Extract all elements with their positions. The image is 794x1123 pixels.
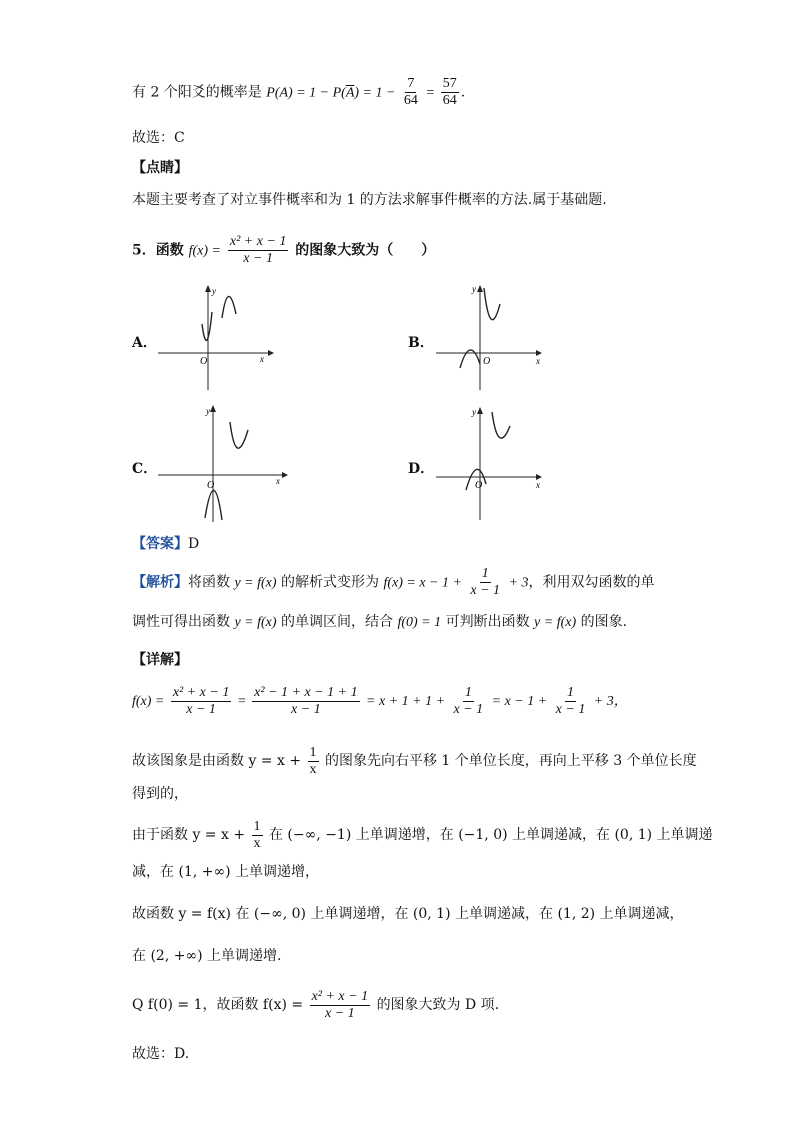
p2-fraction: $\frac{1}{x}$ bbox=[253, 818, 261, 851]
dianjing-text: 本题主要考查了对立事件概率和为 1 的方法求解事件概率的方法.属于基础题. bbox=[132, 192, 607, 208]
y-arrow bbox=[205, 285, 211, 292]
question-f: f(x) = bbox=[188, 243, 221, 259]
answer-value: D bbox=[188, 536, 200, 552]
final-answer: 故选：D. bbox=[132, 1046, 190, 1062]
answer-header: 【答案】 bbox=[132, 536, 188, 552]
option-c-label[interactable]: C． bbox=[132, 461, 158, 477]
question-fraction: $\frac{\text{x² + x − 1}}{x - 1}$ bbox=[229, 234, 287, 266]
axis-y-label: y bbox=[206, 406, 210, 416]
jiexi-fraction: $\frac{1}{x - 1}$ bbox=[470, 566, 501, 598]
xiangjie-p3-cont: 在 (2, +∞) 上单调递增. bbox=[132, 948, 282, 964]
derivation-frac-4: $\frac{1}{x - 1}$ bbox=[555, 684, 586, 717]
curve-right bbox=[484, 288, 500, 320]
probability-formula-mid: ) = 1 − bbox=[354, 85, 396, 101]
origin-label: O bbox=[207, 480, 215, 491]
y-arrow bbox=[477, 407, 483, 414]
option-b-graph[interactable] bbox=[428, 282, 548, 392]
axis-x-label: x bbox=[276, 476, 280, 486]
option-a-graph[interactable] bbox=[150, 282, 280, 392]
axis-x-label: x bbox=[260, 354, 264, 364]
x-arrow bbox=[282, 472, 288, 478]
curve-right bbox=[492, 412, 510, 438]
axis-y-label: y bbox=[472, 284, 476, 294]
probability-prefix: 有 2 个阳爻的概率是 bbox=[132, 84, 262, 101]
p1-fraction: $\frac{1}{x}$ bbox=[309, 744, 317, 777]
curve-right bbox=[230, 422, 248, 448]
probability-formula-left: P(A) = 1 − P( bbox=[266, 85, 346, 101]
option-d-label[interactable]: D． bbox=[408, 461, 435, 477]
xiangjie-p1: 故该图象是由函数 y = x + $\frac{1}{x}$ 的图象先向右平移 1 个单位长度，再向上平移 3 个单位长度 bbox=[132, 744, 697, 777]
question-tail: 的图象大致为（ ） bbox=[295, 242, 436, 259]
dianjing-header: 【点睛】 bbox=[132, 160, 188, 176]
derivation-frac-2: $\frac{\text{x² − 1 + x − 1 + 1}}{x - 1}$ bbox=[254, 684, 358, 717]
axis-x-label: x bbox=[536, 356, 540, 366]
jiexi-line-1: 【解析】将函数 y = f(x) 的解析式变形为 f(x) = x − 1 + $\frac{1}{x - 1}$ + 3，利用双勾函数的单 bbox=[132, 566, 655, 598]
fraction-7-64: $\frac{7}{64}$ bbox=[403, 76, 418, 108]
xiangjie-p2-cont: 减，在 (1, +∞) 上单调递增， bbox=[132, 864, 320, 880]
jiexi-header: 【解析】 bbox=[132, 574, 188, 591]
option-a-label[interactable]: A． bbox=[132, 335, 157, 351]
y-arrow bbox=[477, 285, 483, 292]
derivation-frac-1: $\frac{\text{x² + x − 1}}{x - 1}$ bbox=[172, 684, 230, 717]
previous-answer: 故选：C bbox=[132, 130, 185, 146]
option-d-graph[interactable] bbox=[428, 400, 552, 524]
answer-line bbox=[132, 534, 199, 554]
x-arrow bbox=[268, 350, 274, 356]
origin-label: O bbox=[200, 356, 208, 367]
origin-label: O bbox=[475, 480, 483, 491]
question-5 bbox=[132, 234, 435, 268]
xiangjie-p3: 故函数 y = f(x) 在 (−∞, 0) 上单调递增，在 (0, 1) 上单调递减，在 (1, 2) 上单调递减， bbox=[132, 906, 684, 922]
option-c-graph[interactable] bbox=[150, 400, 290, 524]
xiangjie-p1-cont: 得到的， bbox=[132, 786, 188, 802]
complement-a: $\overline{A}$ bbox=[345, 85, 355, 101]
axis-x-label: x bbox=[536, 480, 540, 490]
axis-y-label: y bbox=[472, 407, 476, 417]
probability-line: 有 2 个阳爻的概率是 $P(A) = 1 - P(\overline{A}) = 1$ − $\frac{7}{64}$ = $\frac{57}{64}$ . bbox=[132, 76, 466, 108]
y-arrow bbox=[210, 405, 216, 412]
jiexi-line-2: 调性可得出函数 y = f(x) 的单调区间，结合 f(0) = 1 可判断出函数 y = f(x) 的图象. bbox=[132, 614, 628, 630]
xiangjie-p2: 由于函数 y = x + $\frac{1}{x}$ 在 (−∞, −1) 上单调递增，在 (−1, 0) 上单调递减，在 (0, 1) 上单调递 bbox=[132, 818, 713, 851]
xiangjie-p4: Q f(0) = 1，故函数 f(x) = $\frac{\text{x² + x − 1}}{x - 1}$ 的图象大致为 D 项. bbox=[132, 988, 500, 1021]
fraction-57-64: $\frac{57}{64}$ bbox=[442, 76, 457, 108]
derivation-frac-3: $\frac{1}{x - 1}$ bbox=[453, 684, 484, 717]
xiangjie-header: 【详解】 bbox=[132, 652, 188, 668]
curve-left bbox=[202, 312, 212, 340]
option-b-label[interactable]: B． bbox=[408, 335, 434, 351]
derivation-line: f(x) = $\frac{\text{x² + x − 1}}{x - 1}$ = $\frac{\text{x² − 1 + x − 1 + 1}}{x - 1}$ = x + 1 + 1 + $\frac{1}{x - 1}$ = x − 1 + $\frac{1}{x - 1}$ + 3， bbox=[132, 684, 628, 717]
origin-label: O bbox=[483, 356, 491, 367]
curve-right bbox=[222, 296, 236, 318]
p4-fraction: $\frac{\text{x² + x − 1}}{x - 1}$ bbox=[311, 988, 369, 1021]
question-number: 5．函数 bbox=[132, 242, 184, 259]
axis-y-label: y bbox=[212, 286, 216, 296]
